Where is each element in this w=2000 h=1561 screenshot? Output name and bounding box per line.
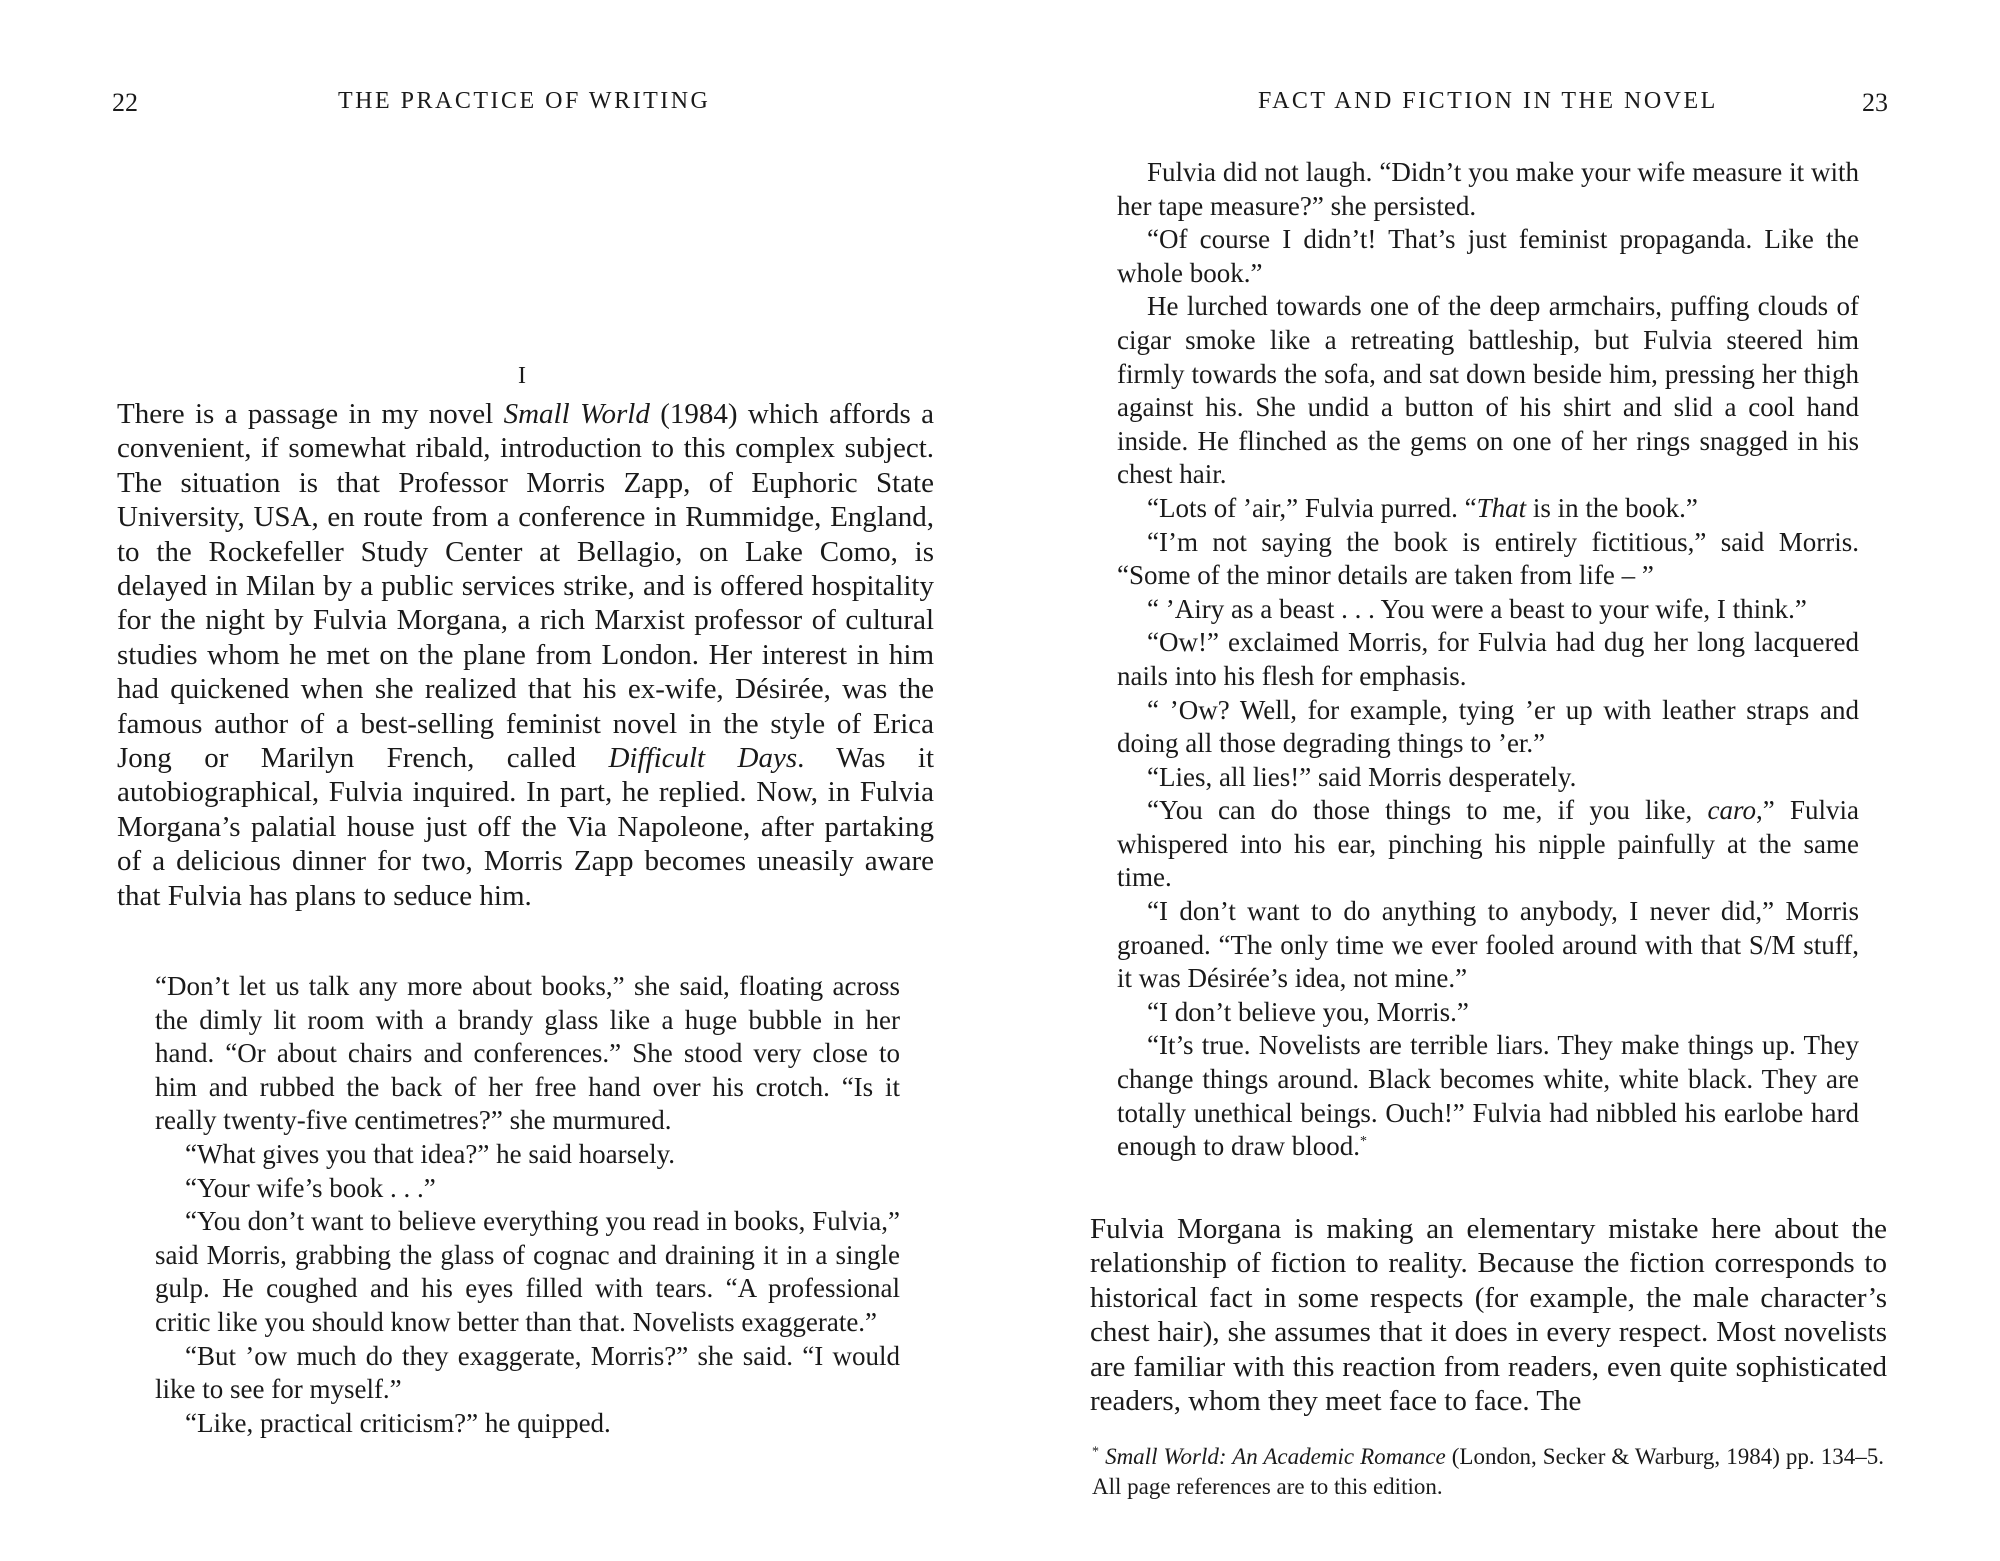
text-run: (London, Secker & Warburg, 1984) pp. 134–5. All page references are to this edition.: [1092, 1444, 1884, 1499]
italic-text: That: [1476, 492, 1527, 523]
opening-paragraph: [117, 397, 934, 913]
text-run: He lurched towards one of the deep armchairs, puffing clouds of cigar smoke like a retreating battleship, but Fulvia steered him firmly towards the sofa, and sat down beside him, pressing her thigh against his. She undid a button of his shirt and slid a cool hand inside. He flinched as the gems on one of her rings snagged in his chest hair.: [1117, 291, 1859, 490]
extract-paragraph: [1117, 626, 1859, 693]
extract-paragraph: [1117, 996, 1859, 1030]
body-text: [1090, 1212, 1887, 1418]
italic-text: Small World: [503, 398, 650, 430]
commentary-paragraph: Fulvia Morgana is making an elementary mistake here about the relationship of fiction to reality. Because the fiction corresponds to historical fact in some respects (for example, the male character’s chest hair), she assumes that it does in every respect. Most novelists are familiar with this reaction from readers, even quite sophisticated readers, whom they meet face to face. The: [1090, 1213, 1887, 1418]
extract-paragraph: [1117, 895, 1859, 996]
text-run: ,” Fulvia whispered into his ear, pinching his nipple painfully at the same time.: [1117, 795, 1859, 893]
quoted-extract: [1117, 156, 1859, 1164]
text-run: . Was it autobiographical, Fulvia inquired. In part, he replied. Now, in Fulvia Morgana’s palatial house just off the Via Napoleone, after partaking of a delicious dinner for two, Morris Zapp becomes uneasily aware that Fulvia has plans to seduce him.: [117, 742, 934, 912]
extract-paragraph: [1117, 156, 1859, 223]
text-run: “I don’t believe you, Morris.”: [1147, 996, 1469, 1027]
extract-paragraph: [1117, 223, 1859, 290]
extract-paragraph: [1117, 290, 1859, 492]
italic-text: Difficult Days: [608, 742, 798, 775]
text-run: “Lies, all lies!” said Morris desperately.: [1147, 761, 1577, 792]
italic-text: Small World: An Academic Romance: [1105, 1444, 1446, 1469]
footnote-marker: *: [1359, 1134, 1367, 1150]
right-page: [1000, 0, 2000, 1561]
text-run: is in the book.”: [1526, 492, 1698, 523]
text-run: There is a passage in my novel: [117, 398, 504, 430]
extract-paragraph: [1117, 794, 1859, 895]
extract-paragraph: [1117, 492, 1859, 526]
body-text: [117, 397, 934, 913]
page-number: 23: [1862, 88, 1888, 117]
page-number: 22: [112, 88, 138, 117]
extract-paragraph: [1117, 694, 1859, 761]
extract-paragraph: [1117, 1029, 1859, 1163]
extract-paragraph: [1117, 761, 1859, 795]
extract-paragraph: [1117, 526, 1859, 593]
footnote: [1092, 1442, 1884, 1501]
text-run: Fulvia did not laugh. “Didn’t you make your wife measure it with her tape measure?” she persisted.: [1117, 157, 1859, 221]
text-run: “ ’Ow? Well, for example, tying ’er up with leather straps and doing all those degrading things to ’er.”: [1117, 694, 1859, 759]
text-run: “It’s true. Novelists are terrible liars. They make things up. They change things around. Black becomes white, white black. They are totally unethical beings. Ouch!” Fulvia had nibbled his earlobe hard enough to draw blood.: [1117, 1030, 1859, 1162]
extract-paragraph: [1117, 593, 1859, 627]
running-head: FACT AND FICTION IN THE NOVEL: [1258, 88, 1718, 114]
text-run: “Ow!” exclaimed Morris, for Fulvia had dug her long lacquered nails into his flesh for emphasis.: [1117, 627, 1859, 691]
text-run: (1984) which affords a convenient, if somewhat ribald, introduction to this complex subject. The situation is that Professor Morris Zapp, of Euphoric State University, USA, en route from a conference in Rummidge, England, to the Rockefeller Study Center at Bellagio, on Lake Como, is delayed in Milan by a public services strike, and is offered hospitality for the night by Fulvia Morgana, a rich Marxist professor of cultural studies whom he met on the plane from London. Her interest in him had quickened when she realized that his ex-wife, Désirée, was the famous author of a best-selling feminist novel in the style of Erica Jong or Marilyn French, called: [117, 398, 934, 775]
text-run: “Lots of ’air,” Fulvia purred. “: [1147, 492, 1477, 523]
text-run: “Of course I didn’t! That’s just feminist propaganda. Like the whole book.”: [1117, 224, 1859, 288]
extract-paragraph: “Don’t let us talk any more about books,” she said, floating across the dimly lit room with a brandy glass like a huge bubble in her hand. “Or about chairs and conferences.” She stood very close to him and rubbed the back of her free hand over his crotch. “Is it really twenty-five centimetres?” she murmured.: [155, 971, 900, 1136]
text-run: “I’m not saying the book is entirely fictitious,” said Morris. “Some of the minor details are taken from life – ”: [1117, 526, 1859, 591]
extract-paragraph: “Like, practical criticism?” he quipped.: [185, 1407, 611, 1438]
italic-text: caro: [1707, 795, 1757, 826]
text-run: “ ’Airy as a beast . . . You were a beast to your wife, I think.”: [1147, 593, 1807, 624]
quoted-extract: [155, 970, 900, 1440]
running-head: THE PRACTICE OF WRITING: [338, 88, 711, 114]
extract-paragraph: “But ’ow much do they exaggerate, Morris?” she said. “I would like to see for myself.”: [155, 1340, 900, 1405]
extract-paragraph: “What gives you that idea?” he said hoarsely.: [185, 1138, 676, 1169]
text-run: “I don’t want to do anything to anybody, I never did,” Morris groaned. “The only time we ever fooled around with that S/M stuff, it was Désirée’s idea, not mine.”: [1117, 896, 1859, 994]
section-number: I: [518, 363, 526, 389]
text-run: “You can do those things to me, if you like,: [1147, 795, 1708, 826]
footnote-marker: *: [1092, 1444, 1099, 1460]
extract-paragraph: “You don’t want to believe everything you read in books, Fulvia,” said Morris, grabbing the glass of cognac and draining it in a single gulp. He coughed and his eyes filled with tears. “A professional critic like you should know better than that. Novelists exaggerate.”: [155, 1206, 900, 1337]
extract-paragraph: “Your wife’s book . . .”: [185, 1172, 436, 1203]
